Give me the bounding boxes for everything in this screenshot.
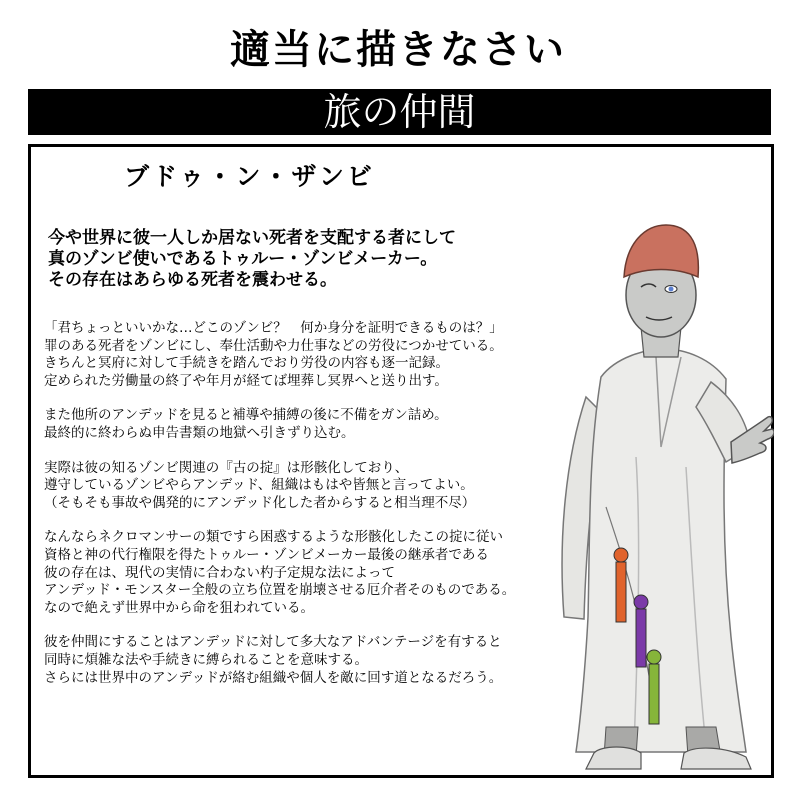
text-line: 罪のある死者をゾンビにし、奉仕活動や力仕事などの労役につかせている。: [44, 337, 503, 354]
text-line: また他所のアンデッドを見ると補導や捕縛の後に不備をガン詰め。: [44, 407, 448, 424]
text-line: 遵守しているゾンビやらアンデッド、組織はもはや皆無と言ってよい。: [44, 477, 474, 494]
text-line: 実際は彼の知るゾンビ関連の『古の掟』は形骸化しており、: [44, 459, 409, 476]
text-line: 彼の存在は、現代の実情に合わない杓子定規な法によって: [44, 564, 395, 581]
cap: [624, 225, 698, 277]
text-line: 定められた労働量の終了や年月が経てば埋葬し冥界へと送り出す。: [44, 372, 448, 389]
text-line: 彼を仲間にすることはアンデッドに対して多大なアドバンテージを有すると: [44, 634, 502, 651]
text-line: なので絶えず世界中から命を狙われている。: [44, 599, 314, 616]
lead-line: その存在はあらゆる死者を震わせる。: [48, 270, 337, 290]
purple-tassel: [636, 609, 646, 667]
description-paragraph: [44, 407, 584, 442]
lead-line: 今や世界に彼一人しか居ない死者を支配する者にして: [48, 228, 456, 248]
text-line: なんならネクロマンサーの類ですら困惑するような形骸化したこの掟に従い: [44, 529, 503, 546]
text-line: 最終的に終わらぬ申告書類の地獄へ引きずり込む。: [44, 424, 355, 441]
orange-tassel: [616, 562, 626, 622]
orange-tassel-bead: [614, 548, 628, 562]
purple-tassel-bead: [634, 595, 648, 609]
description-paragraph: [44, 634, 584, 687]
lead-line: 真のゾンビ使いであるトゥルー・ゾンビメーカー。: [48, 249, 438, 269]
text-line: 同時に煩雑な法や手続きに縛られることを意味する。: [44, 651, 368, 668]
description-paragraph: [44, 320, 584, 390]
section-banner: [28, 89, 771, 135]
text-line: 資格と神の代行権限を得たトゥルー・ゾンビメーカー最後の継承者である: [44, 546, 489, 563]
page-title: 適当に描きなさい: [230, 27, 566, 73]
character-illustration: [546, 217, 774, 775]
description-paragraph: [44, 529, 584, 617]
text-line: さらには世界中のアンデッドが絡む組織や個人を敵に回す道となるだろう。: [44, 669, 503, 686]
description-paragraph: [44, 460, 584, 513]
green-tassel-bead: [647, 650, 661, 664]
text-line: （そもそも事故や偶発的にアンデッド化した者からすると相当理不尽）: [44, 494, 476, 511]
character-name: ブドゥ・ン・ザンビ: [124, 162, 375, 191]
green-tassel: [649, 664, 659, 724]
text-line: 「君ちょっといいかな…どこのゾンビ？ 何か身分を証明できるものは？」: [44, 320, 503, 336]
character-description: [44, 320, 584, 704]
lead-description: [48, 228, 568, 291]
banner-title: 旅の仲間: [323, 90, 476, 134]
text-line: きちんと冥府に対して手続きを踏んでおり労役の内容も逐一記録。: [44, 355, 449, 372]
character-panel: [28, 144, 774, 778]
text-line: アンデッド・モンスター全般の立ち位置を崩壊させる厄介者そのものである。: [44, 582, 516, 599]
